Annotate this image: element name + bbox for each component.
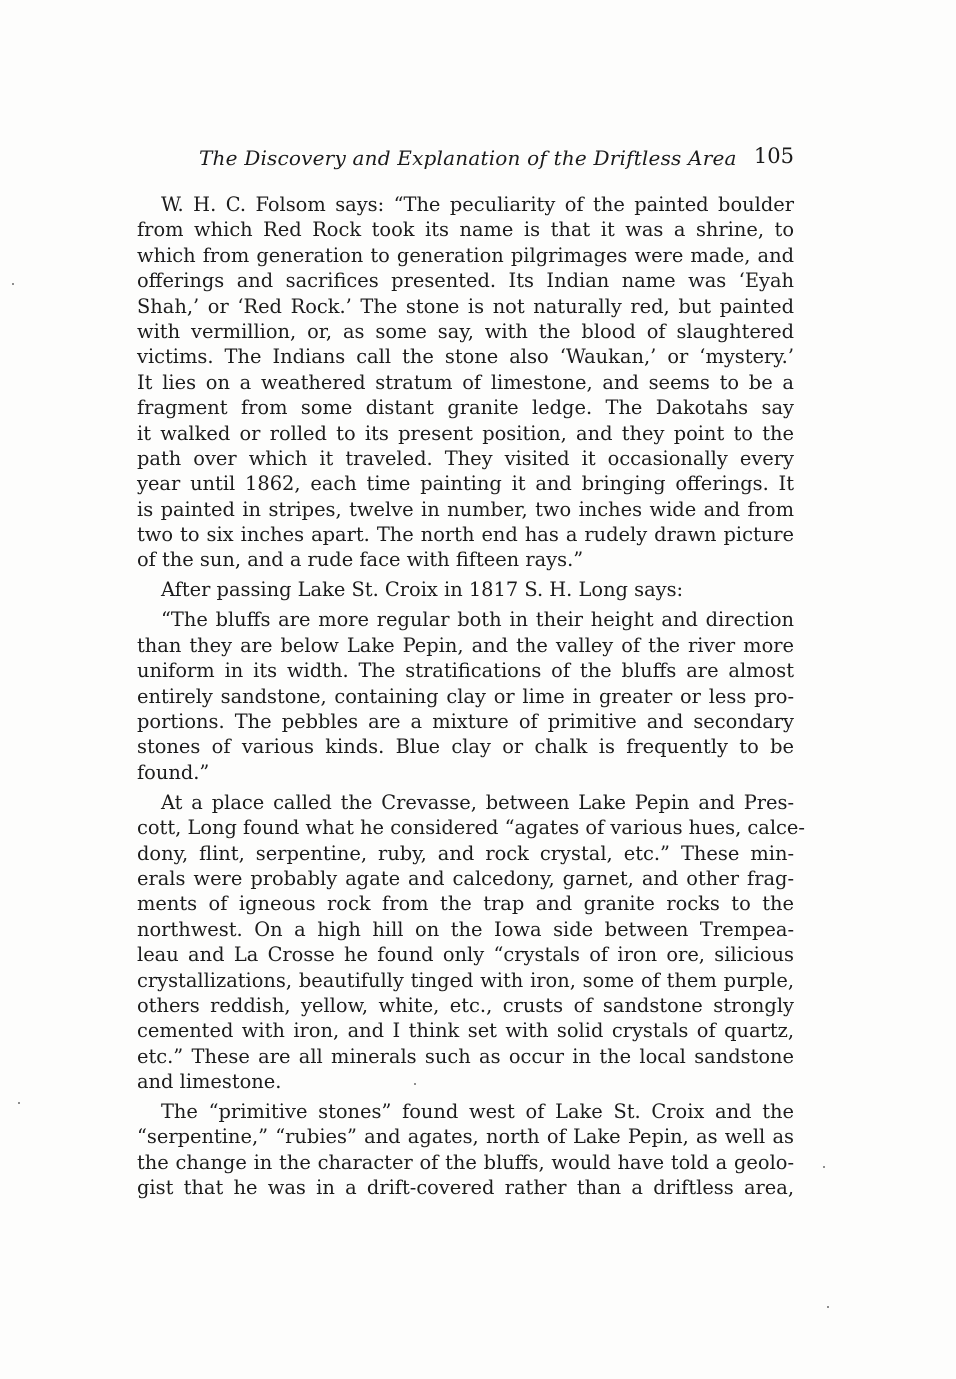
text-line: erals were probably agate and calcedony, garnet, and other frag-: [137, 866, 794, 890]
text-line: entirely sandstone, containing clay or lime in greater or less pro-: [137, 684, 794, 708]
text-line: with vermillion, or, as some say, with the blood of slaughtered: [137, 319, 794, 343]
text-line: “serpentine,” “rubies” and agates, north of Lake Pepin, as well as: [137, 1125, 794, 1149]
paragraph-folsom-quote: [137, 192, 794, 573]
paper-speck: [827, 1306, 829, 1308]
paragraph-primitive-stones: [137, 1099, 794, 1201]
text-line: leau and La Crosse he found only “crystals of iron ore, silicious: [137, 943, 794, 967]
text-line: W. H. C. Folsom says: “The peculiarity of the painted boulder: [161, 193, 794, 216]
text-line: After passing Lake St. Croix in 1817 S. H. Long says:: [161, 578, 684, 602]
text-line: two to six inches apart. The north end has a rudely drawn picture: [137, 523, 794, 547]
paper-speck: [823, 1166, 825, 1168]
text-line: northwest. On a high hill on the Iowa side between Trempea-: [137, 917, 794, 941]
text-line: Shah,’ or ‘Red Rock.’ The stone is not naturally red, but painted: [137, 294, 794, 318]
text-line: others reddish, yellow, white, etc., crusts of sandstone strongly: [137, 993, 794, 1017]
text-line: The “primitive stones” found west of Lake St. Croix and the: [161, 1100, 794, 1124]
paragraph-long-quote: [137, 607, 794, 785]
text-line: than they are below Lake Pepin, and the valley of the river more: [137, 633, 794, 657]
text-line: cemented with iron, and I think set with solid crystals of quartz,: [137, 1019, 794, 1043]
text-line: dony, flint, serpentine, ruby, and rock crystal, etc.” These min-: [137, 841, 794, 865]
text-line: portions. The pebbles are a mixture of primitive and secondary: [137, 710, 794, 733]
text-line: from which Red Rock took its name is that it was a shrine, to: [137, 218, 794, 242]
text-line: At a place called the Crevasse, between Lake Pepin and Pres-: [161, 790, 794, 814]
text-line: fragment from some distant granite ledge. The Dakotahs say: [137, 396, 794, 420]
text-line: etc.” These are all minerals such as occur in the local sandstone: [137, 1044, 794, 1068]
text-line: crystallizations, beautifully tinged with iron, some of them purple,: [137, 968, 794, 992]
running-header: [137, 142, 794, 176]
body-text: [137, 192, 805, 1201]
text-line: path over which it traveled. They visited it occasionally every: [137, 446, 794, 470]
text-line: the change in the character of the bluffs, would have told a geolo-: [137, 1150, 794, 1174]
text-line: which from generation to generation pilgrimages were made, and: [137, 243, 794, 267]
text-line: gist that he was in a drift-covered rather than a driftless area,: [137, 1176, 794, 1200]
paper-speck: [18, 1102, 20, 1104]
text-line: cott, Long found what he considered “agates of various hues, calce-: [137, 816, 805, 840]
text-line: ments of igneous rock from the trap and granite rocks to the: [137, 892, 794, 916]
text-line: offerings and sacrifices presented. Its Indian name was ‘Eyah: [137, 269, 794, 293]
text-line: stones of various kinds. Blue clay or chalk is frequently to be: [137, 735, 794, 759]
text-line: It lies on a weathered stratum of limestone, and seems to be a: [137, 370, 794, 394]
text-line: year until 1862, each time painting it and bringing offerings. It: [137, 472, 794, 496]
text-line: found.”: [137, 760, 210, 784]
text-line: of the sun, and a rude face with fifteen rays.”: [137, 548, 584, 572]
text-line: victims. The Indians call the stone also ‘Waukan,’ or ‘mystery.’: [137, 345, 794, 369]
paper-speck: [12, 283, 14, 285]
text-line: and limestone.: [137, 1070, 282, 1094]
paragraph-crevasse: [137, 790, 805, 1095]
text-line: is painted in stripes, twelve in number, two inches wide and from: [137, 497, 794, 521]
text-line: it walked or rolled to its present position, and they point to the: [137, 421, 794, 445]
paragraph-long-intro: [137, 577, 794, 602]
page-number: 105: [753, 144, 794, 168]
paper-speck: [414, 1083, 416, 1085]
text-line: “The bluffs are more regular both in their height and direction: [161, 608, 794, 632]
text-line: uniform in its width. The stratifications of the bluffs are almost: [137, 659, 794, 683]
running-title: The Discovery and Explanation of the Driftless Area: [199, 146, 737, 170]
